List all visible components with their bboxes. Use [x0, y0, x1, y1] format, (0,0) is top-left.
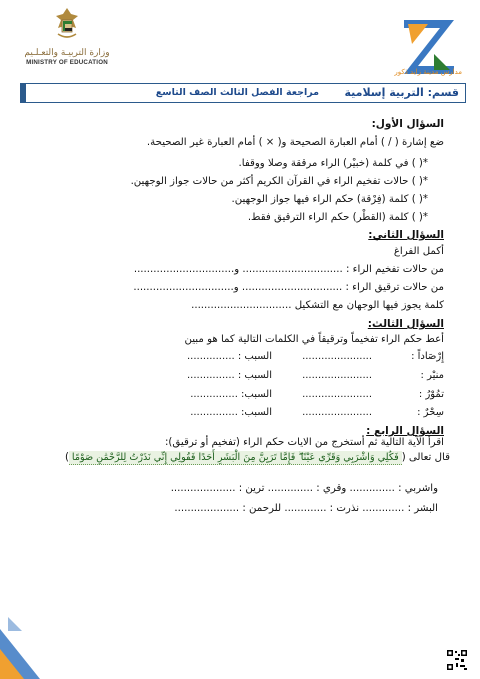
q4-title: السؤال الرابع :: [366, 425, 444, 437]
q3-reason: السبب: ...............: [190, 407, 272, 418]
q3-instruction: أعط حكم الراء تفخيماً وترقيقاً في الكلمات التالية كما هو مبين: [184, 334, 444, 345]
q3-reason: السبب : ...............: [187, 370, 272, 381]
q2-line: من حالات ترقيق الراء : ............................... و...............................: [133, 282, 444, 293]
q3-rule-blank: ......................: [302, 407, 372, 418]
title-bar: [20, 83, 466, 103]
qr-code-icon: [446, 649, 468, 671]
department-label: قسم: التربية إسلامية: [344, 86, 459, 99]
corner-decoration: [0, 609, 60, 679]
q1-item: *( ) حالات تفخيم الراء في القرآن الكريم أكثر من حالات جواز الوجهين.: [130, 176, 428, 187]
q4-answers-line: واشربي : .............. وقري : .............. ترين : ....................: [170, 483, 438, 494]
q3-word: تمُوْرُ :: [418, 389, 444, 400]
quran-verse-line: [32, 452, 450, 474]
q3-reason: السبب : ...............: [187, 351, 272, 362]
revision-title: مراجعة الفصل الثالث الصف التاسع: [155, 87, 319, 98]
q1-title: السؤال الأول:: [371, 118, 444, 130]
verse-outro: ): [64, 452, 69, 463]
q3-reason: السبب: ...............: [190, 389, 272, 400]
q1-item: *( ) في كلمة (خبيْر) الراء مرققة وصلا ووقفا.: [238, 158, 428, 169]
q1-item: *( ) كلمة (فِرْقة) حكم الراء فيها جواز الوجهين.: [231, 194, 428, 205]
q3-word: سِحْرٌ :: [417, 407, 444, 418]
emirates-falcon-emblem: [52, 6, 82, 42]
ministry-name-english: MINISTRY OF EDUCATION: [26, 59, 108, 66]
q3-rule-blank: ......................: [302, 389, 372, 400]
verse-intro: قال تعالى (: [401, 452, 450, 463]
q3-word: إِرْصَاداً :: [411, 351, 444, 362]
q3-title: السؤال الثالث:: [367, 318, 444, 330]
q3-rule-blank: ......................: [302, 351, 372, 362]
ministry-logo: [12, 6, 122, 66]
q2-line: كلمة يجوز فيها الوجهان مع التشكيل ...............................: [191, 300, 444, 311]
q4-instruction: اقرأ الآية التالية ثم أستخرج من الايات حكم الراء (تفخيم أو ترقيق):: [164, 437, 444, 448]
q1-instruction: ضع إشارة ( / ) أمام العبارة الصحيحة و( × ) أمام العبارة غير الصحيحة.: [146, 137, 444, 148]
q2-title: السؤال الثاني:: [368, 229, 444, 241]
ministry-name-arabic: وزارة التربيـة والتعـلـيم: [24, 48, 110, 58]
q3-rule-blank: ......................: [302, 370, 372, 381]
q3-word: منيْر :: [420, 370, 444, 381]
school-name: مدارس مدينة زايد ذكور: [394, 68, 462, 76]
q2-instruction: أكمل الفراغ: [393, 246, 444, 257]
q1-item: *( ) كلمة (القطْر) حكم الراء الترقيق فقط.: [247, 212, 428, 223]
quran-verse: فَكُلِي وَاشْرَبِي وَقَرِّي عَيْنًا ۖ فَإِمَّا تَرَيِنَّ مِنَ الْبَشَرِ أَحَدًا فَقُولِي إِنِّي نَذَرْتُ لِلرَّحْمَٰنِ صَوْمًا: [69, 451, 402, 465]
q2-line: من حالات تفخيم الراء : ............................... و...............................: [133, 264, 444, 275]
q4-answers-line: البشر : ............. نذرت : ............. للرحمن : ....................: [174, 503, 438, 514]
